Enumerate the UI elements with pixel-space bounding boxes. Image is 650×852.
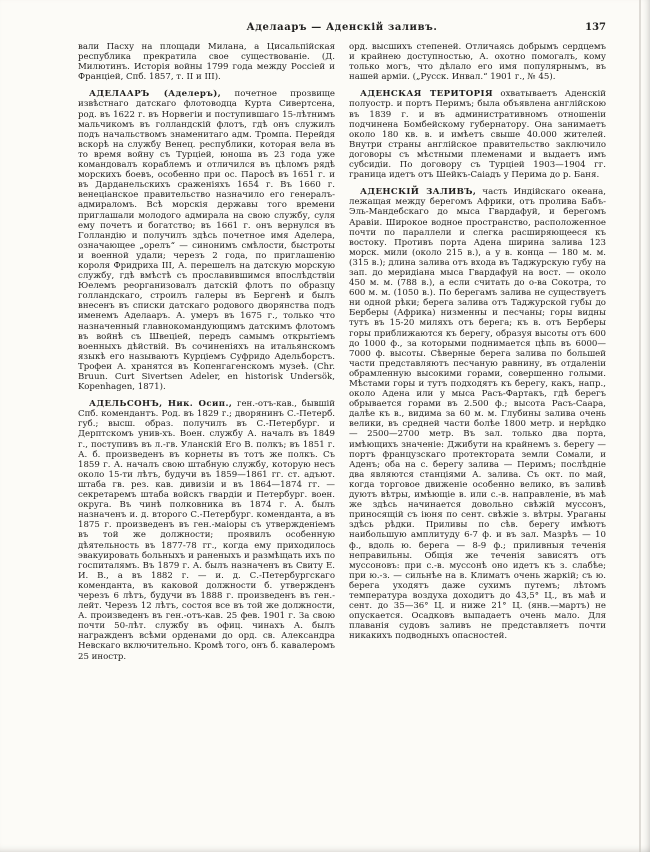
entry-text: часть Индійскаго океана, лежащая между берегомъ Африки, отъ пролива Бабъ-Эль-Мандебскаго до мыса Гвардафуй, и берегомъ Аравіи. Широкое водное пространство, расположенное почти по параллели и слегка расширяющееся къ востоку. Противъ порта Адена ширина залива 123 морск. мили (около 215 в.), а у в. конца — 180 м. м. (315 в.); длина залива отъ входа въ Таджурскую губу на зап. до меридіана мыса Гвардафуй на вост. — около 450 м. м. (788 в.), а если считать до о-ва Сокотра, то 600 м. м. (1050 в.). По берегамъ залива не существуетъ ни одной рѣки; берега залива отъ Таджурской губы до Берберы (Африка) низменны и песчаны; горы видны тутъ въ 15-20 миляхъ отъ берега; къ в. отъ Берберы горы приближаются къ берегу, образуя высоты отъ 600 до 1000 ф., за которыми поднимается цѣпь въ 6000—7000 ф. высоты. Сѣверные берега залива по большей части представляютъ песчаную равнину, въ отдаленіи обрамленную высокими горами, совершенно голыми. Мѣстами горы и тутъ подходятъ къ берегу, какъ, напр., около Адена или у мыса Расъ-Фартакъ, гдѣ берегъ обрывается горами въ 2.500 ф.; высота Расъ-Саара, далѣе къ в., видима за 60 м. м. Глубины залива очень велики, въ средней части болѣе 1800 метр. и нерѣдко — 2500—2700 метр. Въ зал. только два порта, имѣющихъ значеніе: Джибути на крайнемъ з. берегу — портъ французскаго протектората земли Сомали, и Аденъ; оба на с. берегу залива — Перимъ; послѣдніе два являются станціями А. залива. Съ окт. по май, когда торговое движеніе особенно велико, въ заливѣ дуютъ вѣтры, имѣющіе в. или с.-в. направленіе, въ маѣ же здѣсь начинается довольно свѣжій муссонъ, приносящій съ іюня по сент. свѣжіе з. вѣтры. Ураганы здѣсь рѣдки. Приливы по сѣв. берегу имѣютъ наибольшую амплитуду 6-7 ф. и въ зал. Мазрѣъ — 10 ф., вдоль ю. берега — 8-9 ф.; приливныя теченія неправильны. Общія же теченія зависятъ отъ муссоновъ: при с.-в. муссонѣ оно идетъ къ з. слабѣе; при ю.-з. — сильнѣе на в. Климатъ очень жаркій; съ ю. берега уходятъ даже сухимъ путемъ; лѣтомъ температура воздуха доходитъ до 43,5° Ц., въ маѣ и сент. до 35—36° Ц. и ниже 21° Ц. (янв.—мартъ) не опускается. Осадковъ выпадаетъ очень мало. Для плаванія судовъ заливъ не представляетъ почти никакихъ подводныхъ опасностей. [349,187,606,642]
entry-adenskaya-territoriya [349,89,606,180]
page-body [78,42,606,838]
entry-adelson [78,399,335,661]
entry-adenskiy-zaliv [349,187,606,641]
running-header [78,22,606,36]
scan-edge-line [639,0,641,852]
left-column [78,42,335,838]
right-column [349,42,606,838]
continuation-paragraph [349,42,606,82]
entry-headword: АДЕЛЬСОНЪ, Ник. Осип., [89,399,233,410]
page-number: 137 [585,22,606,33]
running-title: Аделааръ — Аденскій заливъ. [246,22,438,33]
entry-text: охватываетъ Аденскій полуостр. и портъ Перимъ; была объявлена англійскою въ 1839 г. и въ административномъ отношеніи подчинена Бомбейскому губернатору. Она занимаетъ около 180 кв. в. и имѣетъ свыше 40.000 жителей. Внутри страны англійское правительство заключило договоры съ мѣстными племенами и выдаетъ имъ субсидіи. По договору съ Турціей 1903—1904 гг. граница идетъ отъ Шейкъ-Саіадъ у Перима до р. Баня. [349,89,606,181]
entry-text: ген.-отъ-кав., бывшій Спб. комендантъ. Род. въ 1829 г.; дворянинъ С.-Петерб. губ.; высш. образ. получилъ въ С.-Петербург. и Дерптскомъ унив-хъ. Воен. службу А. началъ въ 1849 г., поступивъ въ л.-гв. Уланскій Его В. полкъ; въ 1851 г. А. б. произведенъ въ корнеты въ тотъ же полкъ. Съ 1859 г. А. началъ свою штабную службу, которую несъ около 15-ти лѣтъ, будучи въ 1859—1861 гг. ст. адъют. штаба гв. рез. кав. дивизіи и въ 1864—1874 гг. — секретаремъ штаба войскъ гвардіи и Петербург. воен. округа. Въ чинѣ полковника въ 1874 г. А. былъ назначенъ и. д. второго С.-Петербург. коменданта, а въ 1875 г. произведенъ въ ген.-маіоры съ утвержденіемъ въ той же должности; проявилъ особенную дѣятельность въ 1877-78 гг., когда ему приходилось эвакуировать больныхъ и раненыхъ и размѣщать ихъ по госпиталямъ. Въ 1879 г. А. былъ назначенъ въ Свиту Е. И. В., а въ 1882 г. — и. д. С.-Петербургскаго коменданта, въ каковой должности б. утвержденъ черезъ 6 лѣтъ, будучи въ 1888 г. произведенъ въ ген.-лейт. Черезъ 12 лѣтъ, состоя все въ той же должности, А. произведенъ въ ген.-отъ-кав. 25 фев. 1901 г. За свою почти 50-лѣт. службу въ офиц. чинахъ А. былъ награжденъ всѣми орденами до орд. св. Александра Невскаго включительно. Кромѣ того, онъ б. кавалеромъ 25 иностр. [78,399,335,662]
entry-headword: АДЕНСКІЙ ЗАЛИВЪ, [360,187,477,198]
entry-text: вали Пасху на площади Милана, а Цисальпійская республика прекратила свое существованіе. (Д. Милютинъ. Исторія войны 1799 года между Россіей и Франціей, Спб. 1857, т. II и III). [78,42,335,83]
continuation-paragraph [78,42,335,82]
entry-text: орд. высшихъ степеней. Отличаясь добрымъ сердцемъ и крайнею доступностью, А. охотно помогалъ, кому только могъ, что дѣлало его имя популярнымъ, въ нашей арміи. („Русск. Инвал.“ 1901 г., № 45). [349,42,606,83]
entry-adelaar [78,89,335,392]
entry-headword: АДЕНСКАЯ ТЕРИТОРІЯ [360,89,493,100]
entry-text: почетное прозвище извѣстнаго датскаго флотоводца Курта Сивертсена, род. въ 1622 г. въ Норвегіи и поступившаго 15-лѣтнимъ мальчикомъ въ голландскій флотъ, гдѣ онъ служилъ подъ начальствомъ знаменитаго адм. Тромпа. Перейдя вскорѣ на службу Венец. республики, которая вела въ то время войну съ Турціей, юноша въ 23 года уже командовалъ кораблемъ и отличился въ цѣломъ рядѣ морскихъ боевъ, особенно при ос. Паросѣ въ 1651 г. и въ Дарданельскихъ сраженіяхъ 1654 г. Въ 1660 г. венеціанское правительство назначило его генералъ-адмираломъ. Всѣ морскія державы того времени приглашали молодого адмирала на свою службу, суля ему почетъ и богатство; въ 1661 г. онъ вернулся въ Голландію и получилъ здѣсь почетное имя Аделера, означающее „орелъ“ — синонимъ смѣлости, быстроты и военной удали; черезъ 2 года, по приглашенію короля Фридриха III, А. перешелъ на датскую морскую службу, гдѣ вмѣстѣ съ прославившимся впослѣдствіи Юелемъ реорганизовалъ датскій флотъ по образцу голландскаго, строилъ галеры въ Бергенѣ и былъ внесенъ въ списки датскаго родового дворянства подъ именемъ Аделааръ. А. умеръ въ 1675 г., только что назначенный главнокомандующимъ датскимъ флотомъ въ войнѣ съ Швеціей, передъ самымъ открытіемъ военныхъ дѣйствій. Въ сочиненіяхъ на итальянскомъ языкѣ его называютъ Курціемъ Суфридо Адельборстъ. Трофеи А. хранятся въ Копенгагенскомъ музеѣ. (Chr. Bruun. Curt Sivertsen Adeler, en historisk Undersök, Kopenhagen, 1871). [78,89,335,393]
entry-headword: АДЕЛААРЪ (Аделеръ), [89,89,222,100]
